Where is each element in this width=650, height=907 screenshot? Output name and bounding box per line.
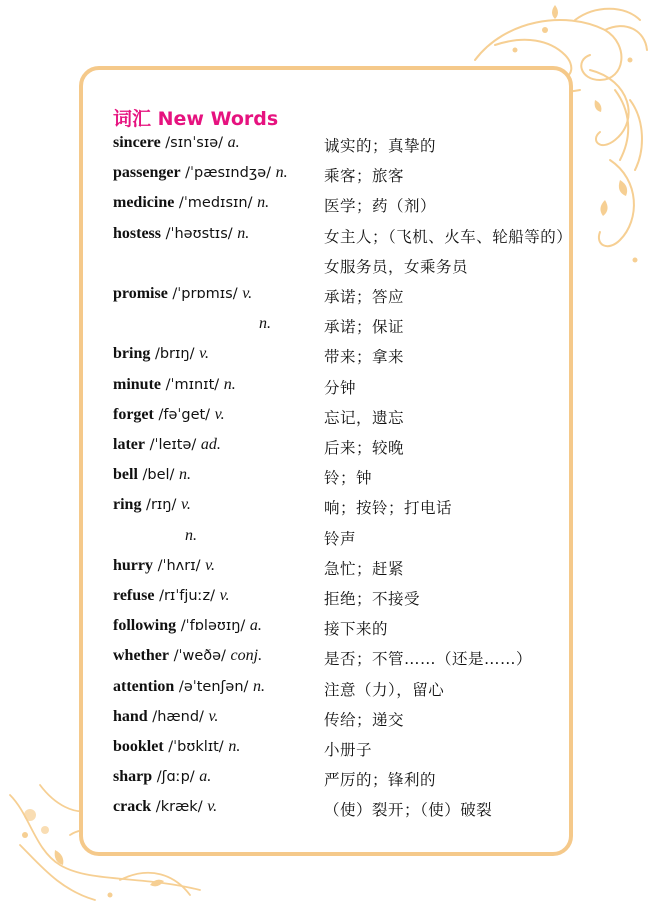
chinese-meaning: （使）裂开；（使）破裂	[324, 801, 493, 820]
pronunciation: /kræk/	[151, 799, 208, 816]
chinese-meaning: 乘客；旅客	[324, 167, 405, 186]
vocabulary-word: attention	[113, 677, 175, 695]
vocabulary-row	[113, 678, 553, 702]
vocabulary-entry	[113, 466, 191, 484]
vocabulary-entry	[113, 225, 249, 243]
chinese-meaning: 是否；不管……（还是……）	[324, 650, 533, 669]
vocabulary-word: promise	[113, 285, 168, 302]
chinese-meaning: 女服务员，女乘务员	[324, 257, 469, 276]
part-of-speech: n.	[257, 194, 270, 212]
vocabulary-row	[113, 527, 553, 551]
vocabulary-row	[113, 164, 553, 188]
part-of-speech: v.	[207, 798, 218, 816]
vocabulary-entry	[113, 647, 262, 665]
vocabulary-entry	[113, 194, 269, 212]
vocabulary-entry	[113, 285, 252, 303]
vocabulary-word: sharp	[113, 768, 153, 786]
chinese-meaning: 女主人；（飞机、火车、轮船等的）	[324, 227, 573, 246]
vocabulary-row	[113, 436, 553, 460]
section-heading: 词汇 New Words	[113, 108, 279, 130]
vocabulary-word: hurry	[113, 556, 153, 574]
part-of-speech: a.	[227, 134, 240, 151]
vocabulary-row	[113, 617, 553, 641]
chinese-meaning: 接下来的	[324, 620, 389, 639]
vocabulary-word: crack	[113, 798, 152, 816]
part-of-speech: v.	[242, 285, 253, 302]
part-of-speech: n.	[179, 466, 192, 484]
pronunciation: /ˈpæsɪndʒə/	[180, 165, 276, 182]
part-of-speech: n.	[237, 224, 250, 242]
part-of-speech: v.	[199, 345, 209, 363]
vocabulary-row	[113, 708, 553, 732]
vocabulary-entry	[113, 496, 191, 514]
pronunciation: /ʃɑːp/	[152, 769, 200, 786]
pronunciation: /ˈbʊklɪt/	[163, 739, 229, 755]
pronunciation: /rɪˈfjuːz/	[154, 588, 220, 604]
vocabulary-entry	[113, 557, 215, 575]
vocabulary-word: refuse	[113, 587, 155, 604]
vocabulary-row	[113, 406, 553, 430]
vocabulary-word: booklet	[113, 738, 164, 755]
swirl-ornament-right	[580, 60, 650, 280]
part-of-speech: n.	[275, 164, 288, 182]
vocabulary-entry	[113, 798, 217, 816]
pronunciation: /ˈmɪnɪt/	[161, 376, 224, 393]
vocabulary-row	[113, 738, 553, 762]
pronunciation: /əˈtenʃən/	[174, 678, 254, 695]
pronunciation: /fəˈget/	[153, 406, 215, 423]
pronunciation: /ˈprɒmɪs/	[167, 286, 243, 302]
pronunciation: /sɪnˈsɪə/	[160, 135, 228, 151]
vocabulary-entry	[113, 738, 240, 756]
part-of-speech: conj.	[230, 647, 263, 665]
chinese-meaning: 小册子	[324, 741, 373, 759]
vocabulary-row	[113, 285, 553, 309]
vocabulary-word: bell	[113, 466, 138, 484]
vocabulary-word: hostess	[113, 224, 162, 242]
vocabulary-word: forget	[113, 405, 154, 423]
pronunciation: /ˈleɪtə/	[144, 437, 201, 453]
part-of-speech: a.	[199, 768, 212, 786]
part-of-speech: n.	[223, 375, 236, 393]
vocabulary-entry	[113, 708, 218, 726]
vocabulary-entry	[113, 164, 288, 182]
vocabulary-entry	[113, 345, 209, 363]
vocabulary-entry	[113, 436, 221, 454]
vocabulary-row	[113, 647, 553, 671]
pronunciation: /brɪŋ/	[150, 346, 200, 363]
vocabulary-row	[113, 315, 553, 339]
vocabulary-entry	[113, 678, 265, 696]
chinese-meaning: 后来；较晚	[324, 439, 405, 457]
chinese-meaning: 承诺；答应	[324, 288, 405, 306]
chinese-meaning: 分钟	[324, 378, 357, 397]
vocabulary-word: later	[113, 436, 145, 453]
vocabulary-entry	[259, 315, 271, 333]
vocabulary-word: ring	[113, 496, 142, 514]
chinese-meaning: 带来；拿来	[324, 348, 405, 367]
chinese-meaning: 承诺；保证	[324, 318, 405, 337]
vocabulary-word: whether	[113, 647, 169, 665]
vocabulary-word: sincere	[113, 134, 161, 151]
part-of-speech: v.	[180, 496, 191, 514]
chinese-meaning: 医学；药（剂）	[324, 197, 437, 216]
part-of-speech: n.	[253, 677, 266, 695]
vocabulary-word: medicine	[113, 194, 175, 212]
vocabulary-entry	[113, 134, 240, 152]
vocabulary-entry	[185, 527, 197, 545]
vocabulary-entry	[113, 617, 262, 635]
pronunciation: /ˈhʌrɪ/	[153, 557, 206, 574]
chinese-meaning: 诚实的；真挚的	[324, 137, 437, 155]
vocabulary-word: minute	[113, 375, 161, 393]
pronunciation: /hænd/	[147, 708, 209, 725]
pronunciation: /ˈhəʊstɪs/	[161, 225, 238, 242]
vocabulary-row	[113, 768, 553, 792]
chinese-meaning: 拒绝；不接受	[324, 590, 421, 608]
vocabulary-row	[113, 194, 553, 218]
vocabulary-row	[113, 466, 553, 490]
chinese-meaning: 铃声	[324, 529, 357, 548]
pronunciation: /rɪŋ/	[141, 497, 181, 514]
part-of-speech: a.	[249, 617, 262, 635]
part-of-speech: n.	[185, 526, 197, 544]
vocabulary-row	[113, 496, 553, 520]
part-of-speech: ad.	[200, 436, 221, 453]
vocabulary-row	[113, 345, 553, 369]
chinese-meaning: 严厉的；锋利的	[324, 771, 437, 790]
pronunciation: /ˈfɒləʊɪŋ/	[176, 618, 250, 635]
vocabulary-row	[113, 557, 553, 581]
part-of-speech: n.	[228, 738, 241, 755]
vocabulary-entry	[113, 406, 225, 424]
vocabulary-entry	[113, 768, 211, 786]
pronunciation: /bel/	[137, 467, 180, 484]
vocabulary-row	[113, 255, 553, 279]
part-of-speech: n.	[259, 315, 271, 333]
vocabulary-word: passenger	[113, 164, 181, 182]
vocabulary-word: bring	[113, 345, 151, 363]
vocabulary-entry	[113, 376, 236, 394]
part-of-speech: v.	[205, 556, 216, 574]
pronunciation: /ˈmedɪsɪn/	[174, 195, 258, 212]
vocabulary-row	[113, 134, 553, 158]
pronunciation: /ˈweðə/	[168, 648, 231, 665]
chinese-meaning: 传给；递交	[324, 710, 405, 729]
vocabulary-entry	[113, 587, 230, 605]
chinese-meaning: 注意（力），留心	[324, 680, 445, 699]
part-of-speech: v.	[214, 405, 225, 423]
chinese-meaning: 急忙；赶紧	[324, 559, 405, 578]
vocabulary-row	[113, 376, 553, 400]
vocabulary-row	[113, 224, 573, 249]
vocabulary-row	[113, 798, 553, 822]
vocabulary-word: hand	[113, 707, 148, 725]
part-of-speech: v.	[219, 587, 230, 604]
chinese-meaning: 响；按铃；打电话	[324, 499, 453, 518]
chinese-meaning: 铃；钟	[324, 469, 373, 488]
chinese-meaning: 忘记，遗忘	[324, 408, 405, 427]
vocabulary-word: following	[113, 617, 177, 635]
vocabulary-row	[113, 587, 553, 611]
part-of-speech: v.	[208, 707, 219, 725]
